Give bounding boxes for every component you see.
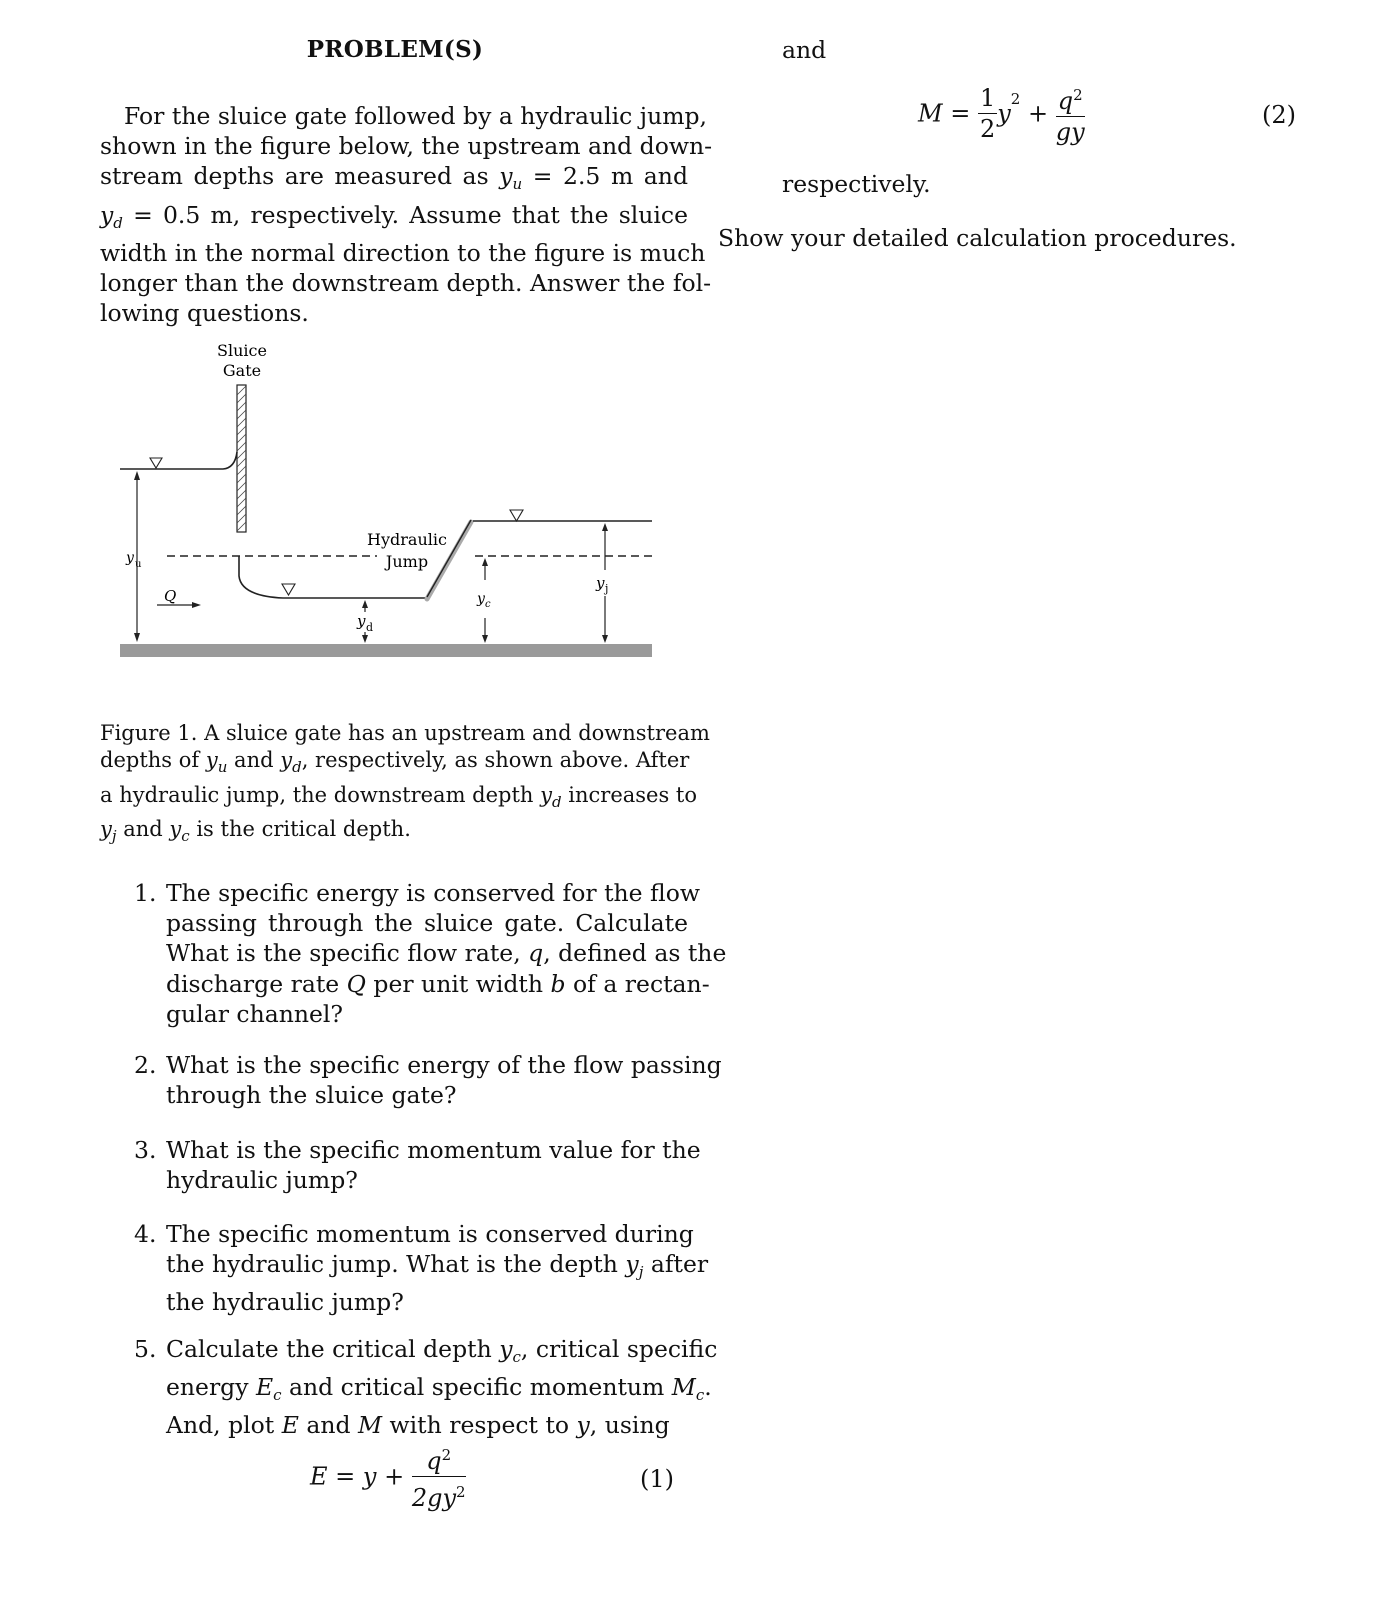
intro-line: stream depths are measured as $y_u = 2.5$ m and xyxy=(100,162,688,194)
gate-label: Sluice xyxy=(217,341,267,360)
upstream-surface xyxy=(120,452,237,469)
downstream-triangle xyxy=(282,584,295,595)
jump-label: Hydraulic xyxy=(367,530,447,549)
instruction-text: Show your detailed calculation procedures. xyxy=(718,224,1237,252)
intro-paragraph xyxy=(100,101,713,328)
intro-line: longer than the downstream depth. Answer the fol- xyxy=(100,269,712,298)
caption-line: a hydraulic jump, the downstream depth $y_d$ increases to xyxy=(100,782,698,811)
and-text: and xyxy=(782,36,827,64)
yd-label: y xyxy=(357,612,366,630)
caption-line: depths of $y_u$ and $y_d$, respectively, as shown above. After xyxy=(100,748,690,777)
yc-label-sub: c xyxy=(485,599,491,610)
jump-label: Jump xyxy=(385,552,429,571)
sluice-gate xyxy=(237,385,246,532)
intro-line: width in the normal direction to the figure is much xyxy=(100,238,706,267)
question-number: 1. xyxy=(134,879,157,907)
section-heading: PROBLEM(S) xyxy=(306,36,484,63)
question-number: 3. xyxy=(134,1136,157,1164)
yj-label-sub: j xyxy=(605,582,609,595)
intro-line: lowing questions. xyxy=(100,299,309,328)
caption-line: $y_j$ and $y_c$ is the critical depth. xyxy=(100,816,411,845)
yj-label: y xyxy=(596,574,605,592)
yu-dimension xyxy=(134,471,140,642)
yu-label: y xyxy=(126,550,134,566)
jump-triangle xyxy=(510,510,523,521)
gate-label: Gate xyxy=(222,361,262,380)
channel-bed xyxy=(120,644,652,657)
figure-caption xyxy=(100,720,710,850)
yu-label-sub: u xyxy=(135,559,142,570)
question-number: 2. xyxy=(134,1051,157,1079)
yd-label-sub: d xyxy=(366,621,374,634)
equation-1: E = y + $\frac{q^2}{2gy^2}$ xyxy=(310,1440,466,1513)
respectively-text: respectively. xyxy=(782,170,931,198)
caption-line: Figure 1. A sluice gate has an upstream and downstream xyxy=(100,721,710,745)
equation-2-number: (2) xyxy=(1262,101,1296,129)
upstream-triangle xyxy=(150,458,162,468)
intro-line: $y_d = 0.5$ m, respectively. Assume that the sluice xyxy=(100,200,688,232)
intro-line: shown in the figure below, the upstream and down- xyxy=(100,132,713,161)
q-label: Q xyxy=(164,587,177,605)
yc-label: y xyxy=(477,591,485,607)
equation-1-number: (1) xyxy=(640,1465,674,1493)
intro-line: For the sluice gate followed by a hydraulic jump, xyxy=(124,102,708,130)
question-number: 5. xyxy=(134,1335,157,1363)
sluice-gate-figure xyxy=(115,340,675,680)
equation-2: M = $\frac{1}{2}$ $y^2$ + $\frac{q^2}{gy}$ xyxy=(918,80,1085,147)
question-number: 4. xyxy=(134,1220,157,1248)
